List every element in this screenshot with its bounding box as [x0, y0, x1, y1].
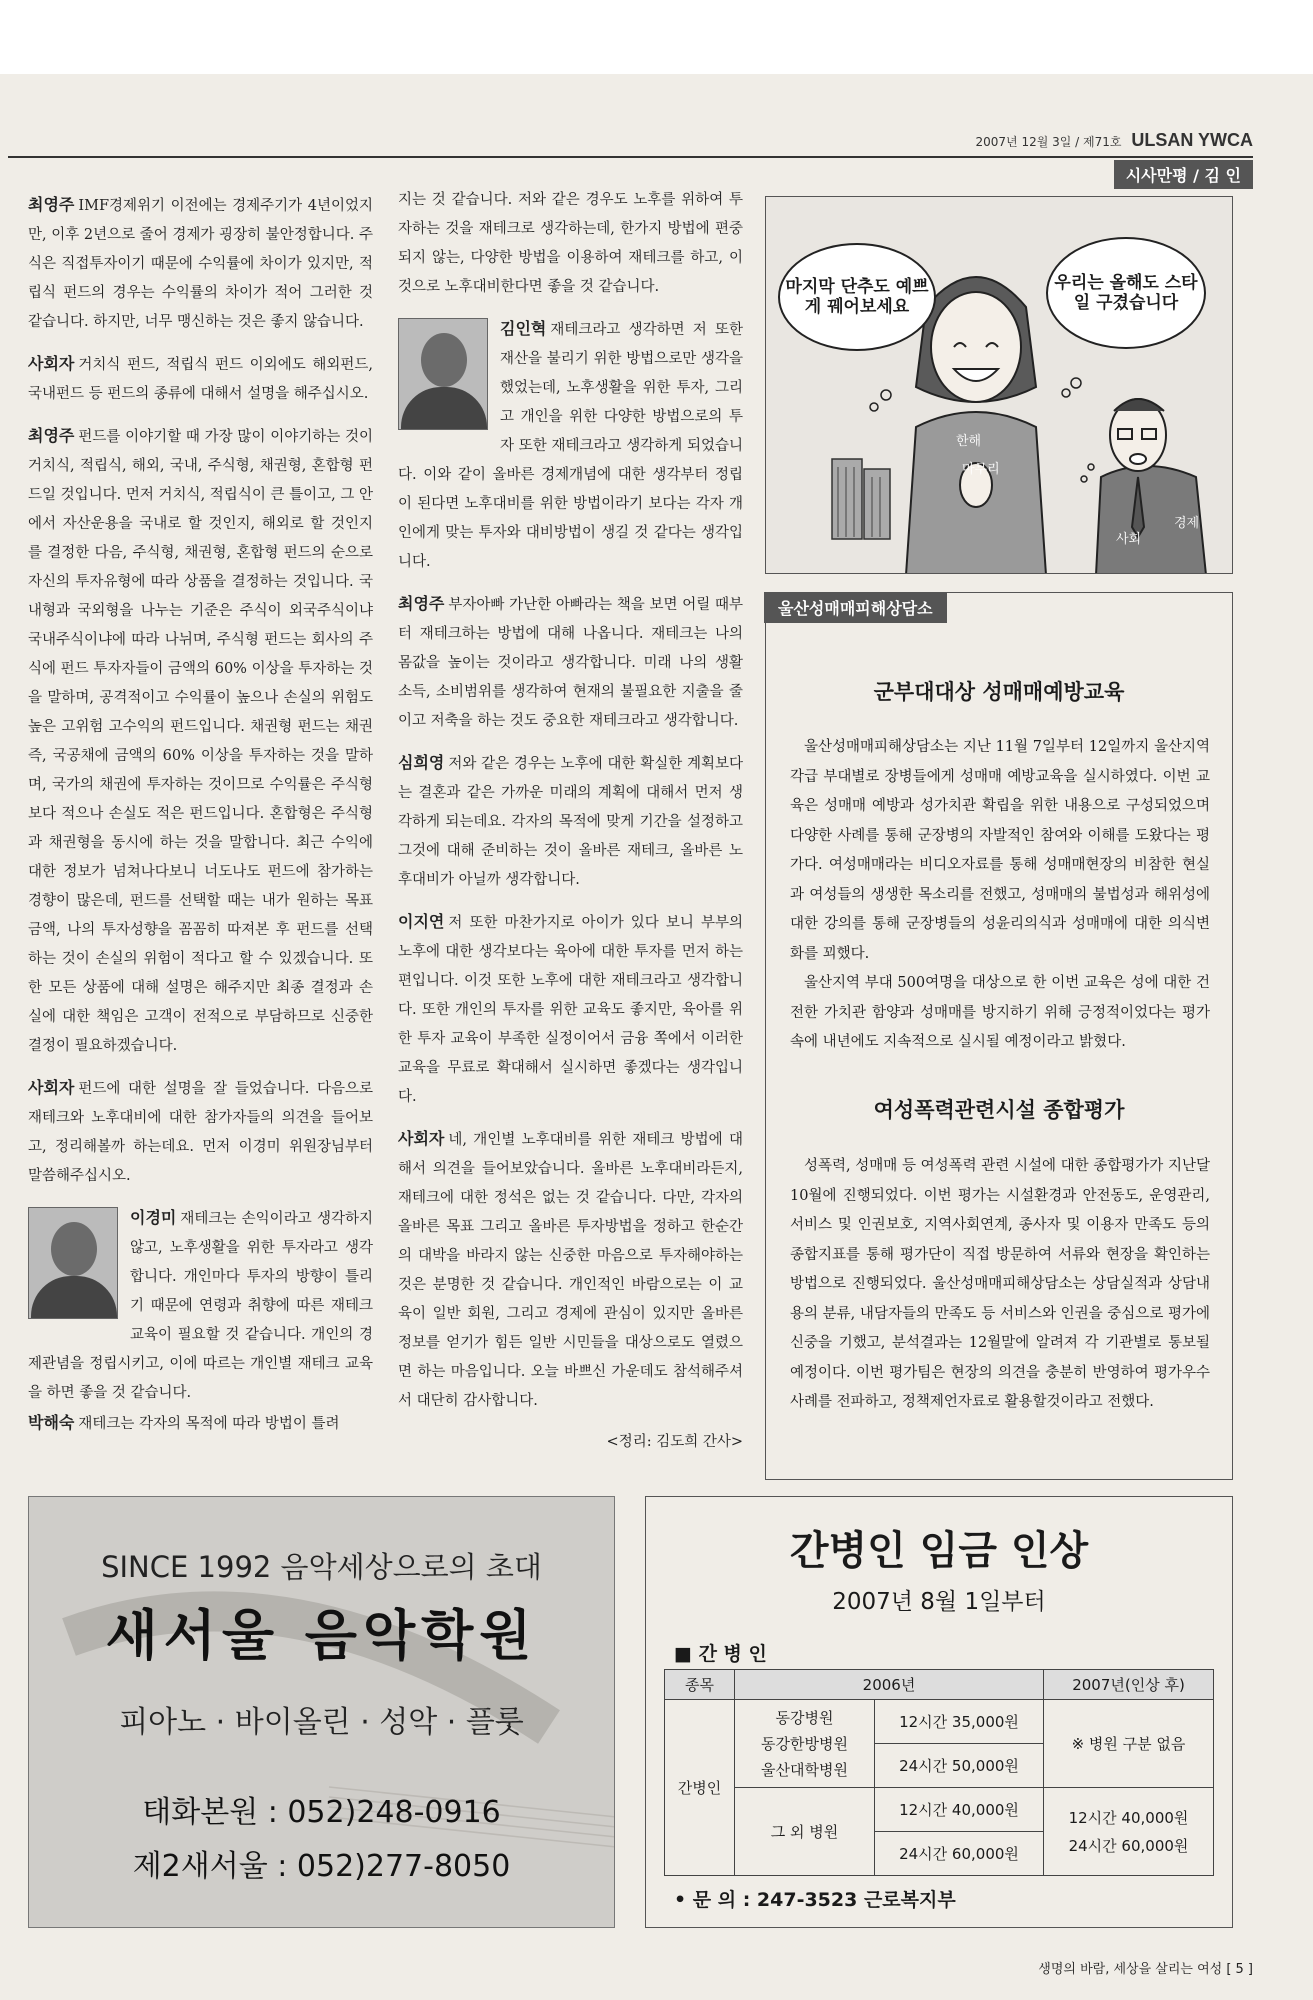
portrait-photo	[398, 318, 488, 430]
table-cell: 12시간 35,000원	[875, 1700, 1044, 1744]
paragraph	[28, 1203, 373, 1408]
speech: 저와 같은 경우는 노후에 대한 확실한 계획보다는 결혼과 같은 가까운 미래의 계획에 대해서 먼저 생각하게 되는데요. 각자의 목적에 맞게 기간을 설정하고 그것에 대해 준비하는 것이 올바른 재테크, 올바른 노후대비가 아닐까 생각합니다.	[398, 756, 743, 888]
editor-credit: <정리: 김도희 간사>	[606, 1434, 743, 1450]
paragraph	[28, 1408, 373, 1439]
speech: 거치식 펀드, 적립식 펀드 이외에도 해외펀드, 국내펀드 등 펀드의 종류에 대해서 설명을 해주십시오.	[28, 357, 373, 402]
article-paragraph: 울산성매매피해상담소는 지난 11월 7일부터 12일까지 울산지역 각급 부대별로 장병들에게 성매매 예방교육을 실시하였다. 이번 교육은 성매매 예방과 성가치관 확립을 위한 내용으로 구성되었으며 다양한 사례를 통해 군장병의 자발적인 참여와 이해를 도왔다는 평가다. 여성매매라는 비디오자료를 통해 성매매현장의 비참한 현실과 여성들의 생생한 목소리를 전했고, 성매매의 불법성과 해위성에 대한 강의를 통해 군장병들의 성윤리의식과 성매매에 대한 의식변화를 꾀했다.	[790, 739, 1210, 962]
speech: IMF경제위기 이전에는 경제주기가 4년이었지만, 이후 2년으로 줄어 경제가 굉장히 불안정합니다. 주식은 직접투자이기 때문에 수익률에 차이가 있지만, 적립식 펀드의 경우는 수익률의 차이가 적어 그러한 것 같습니다. 하지만, 너무 맹신하는 것은 좋지 않습니다.	[28, 198, 373, 330]
column-header: 2007년(인상 후)	[1044, 1670, 1214, 1700]
table-cell: 24시간 60,000원	[875, 1832, 1044, 1876]
cartoon-label-year: 한해	[956, 434, 982, 449]
section-tab: 울산성매매피해상담소	[764, 592, 947, 623]
inquiry-line: • 문 의 : 247-3523 근로복지부	[674, 1889, 956, 1911]
speech: 펀드를 이야기할 때 가장 많이 이야기하는 것이 거치식, 적립식, 해외, 국내, 주식형, 채권형, 혼합형 펀드일 것입니다. 먼저 거치식, 적립식이 큰 틀이고, 그 안에서 자산운용을 국내로 할 것인지, 해외로 할 것인지를 결정한 다음, 주식형, 채권형, 혼합형 펀드의 순으로 자신의 투자유형에 따라 상품을 결정하는 것입니다. 국내형과 국외형을 나누는 기준은 주식이 외국주식이냐 국내주식이냐에 따라 나뉘며, 주식형 펀드는 회사의 주식에 펀드 투자자들이 금액의 60% 이상을 투자하는 것을 말하며, 공격적이고 수익률이 높으나 손실의 위험도 높은 고위험 고수익의 펀드입니다. 채권형 펀드는 채권 즉, 국공채에 금액의 60% 이상을 투자하는 것을 말하며, 국가의 채권에 투자하는 것이므로 수익률은 주식형보다 적으나 손실도 적은 펀드입니다. 혼합형은 주식형과 채권형을 동시에 하는 것을 말합니다. 최근 수익에 대한 정보가 넘쳐나다보니 너도나도 펀드에 참가하는 경향이 많은데, 펀드를 선택할 때는 내가 원하는 목표금액, 나의 투자성향을 꼼꼼히 따져본 후 펀드를 선택하는 것이 손실의 위험이 적다고 할 수 있겠습니다. 또한 모든 상품에 대해 설명은 해주지만 최종 결정과 손실에 대한 책임은 고객이 전적으로 부담하므로 신중한 결정이 필요하겠습니다.	[28, 429, 373, 1054]
buildings-illustration	[832, 459, 890, 539]
speaker: 최영주	[28, 195, 75, 214]
music-academy-ad	[28, 1496, 615, 1928]
speech: 부자아빠 가난한 아빠라는 책을 보면 어릴 때부터 재테크하는 방법에 대해 나옵니다. 재테크는 나의 몸값을 높이는 것이라고 생각합니다. 미래 나의 생활 소득, 소비범위를 생각하여 현재의 불필요한 지출을 줄이고 저축을 하는 것도 중요한 재테크라고 생각합니다.	[398, 597, 743, 729]
brand-name: ULSAN YWCA	[1131, 130, 1253, 150]
column-header: 종목	[665, 1670, 735, 1700]
cartoon-label-society: 사회	[1116, 532, 1142, 547]
article-body	[790, 733, 1210, 1058]
speech: 재테크는 손익이라고 생각하지 않고, 노후생활을 위한 투자라고 생각합니다. 개인마다 투자의 방향이 틀리기 때문에 연령과 취향에 따른 재테크 교육이 필요할 것 같습니다. 개인의 경제관념을 정립시키고, 이에 따르는 개인별 재테크 교육을 하면 좋을 것 같습니다.	[28, 1211, 373, 1401]
speaker: 사회자	[28, 1078, 75, 1097]
caregiver-wage-ad	[645, 1496, 1233, 1928]
article-body	[790, 1152, 1210, 1418]
speech: 지는 것 같습니다. 저와 같은 경우도 노후를 위하여 투자하는 것을 재테크로 생각하는데, 한가지 방법에 편중되지 않는, 다양한 방법을 이용하여 재테크를 하고, 이것으로 노후대비한다면 좋을 것 같습니다.	[398, 192, 743, 295]
column-tag: 시사만평 / 김 인	[1114, 160, 1253, 189]
editorial-cartoon	[765, 196, 1233, 574]
cartoon-label-economy: 경제	[1174, 516, 1200, 531]
paragraph	[398, 186, 743, 302]
phone-main: 태화본원 : 052)248-0916	[142, 1795, 501, 1830]
article-paragraph: 울산지역 부대 500여명을 대상으로 한 이번 교육은 성에 대한 건전한 가치관 함양과 성매매를 방지하기 위해 긍정적이었다는 평가 속에 내년에도 지속적으로 실시될 예정이라고 밝혔다.	[790, 975, 1210, 1050]
speech: 저 또한 마찬가지로 아이가 있다 보니 부부의 노후에 대한 생각보다는 육아에 대한 투자를 먼저 하는 편입니다. 이것 또한 노후에 대한 재테크라고 생각합니다. 또한 개인의 투자를 위한 교육도 좋지만, 육아를 위한 투자 교육이 부족한 실정이어서 금융 쪽에서 이러한 교육을 무료로 확대해서 실시하면 좋겠다는 생각입니다.	[398, 915, 743, 1105]
ad-date: 2007년 8월 1일부터	[832, 1589, 1046, 1615]
speaker: 이경미	[130, 1208, 177, 1227]
speech: 재테크는 각자의 목적에 따라 방법이 틀려	[78, 1416, 340, 1432]
ad-subjects: 피아노 · 바이올린 · 성악 · 플룻	[119, 1705, 524, 1740]
portrait-photo	[28, 1207, 118, 1319]
article-title: 여성폭력관련시설 종합평가	[873, 1098, 1125, 1122]
cartoon-label-finish: 마무리	[962, 462, 1000, 477]
column-header: 2006년	[735, 1670, 1044, 1700]
article-title: 군부대대상 성매매예방교육	[873, 680, 1125, 704]
table-row	[665, 1700, 1214, 1744]
wage-table	[664, 1669, 1214, 1876]
table-cell: 그 외 병원	[735, 1788, 875, 1876]
interview-column-2	[398, 186, 743, 1469]
paragraph	[28, 421, 373, 1061]
speaker: 심희영	[398, 753, 445, 772]
paragraph	[28, 1073, 373, 1191]
issue-date: 2007년 12월 3일 / 제71호	[975, 135, 1122, 149]
table-cell: 간병인	[665, 1700, 735, 1876]
speaker: 박해숙	[28, 1413, 75, 1432]
paragraph	[28, 190, 373, 337]
paragraph	[398, 907, 743, 1112]
academy-name: 새서울 음악학원	[105, 1603, 538, 1667]
ad-tagline: SINCE 1992 음악세상으로의 초대	[101, 1550, 542, 1584]
table-cell: 12시간 40,000원	[875, 1788, 1044, 1832]
speech: 네, 개인별 노후대비를 위한 재테크 방법에 대해서 의견을 들어보았습니다. 올바른 노후대비라든지, 재테크에 대한 정석은 없는 것 같습니다. 다만, 각자의 올바른 목표 그리고 올바른 투자방법을 정하고 한순간의 대박을 바라지 않는 신중한 마음으로 투자해야하는 것은 분명한 것 같습니다. 개인적인 바람으로는 이 교육이 일반 회원, 그리고 경제에 관심이 있지만 올바른 정보를 얻기가 힘든 일반 시민들을 대상으로도 열렸으면 하는 마음입니다. 오늘 바쁘신 가운데도 참석해주셔서 대단히 감사합니다.	[398, 1132, 743, 1409]
table-cell: 24시간 50,000원	[875, 1744, 1044, 1788]
speech-bubble-left: 마지막 단추도 예쁘게 꿰어보세요	[778, 243, 936, 351]
speech-bubble-right: 우리는 올해도 스타일 구겼습니다	[1046, 237, 1206, 349]
table-cell: ※ 병원 구분 없음	[1044, 1700, 1214, 1788]
paragraph	[398, 589, 743, 736]
speaker: 이지연	[398, 912, 445, 931]
table-header-row	[665, 1670, 1214, 1700]
speaker: 사회자	[398, 1129, 445, 1148]
interview-column-1	[28, 190, 373, 1451]
page-header	[976, 130, 1253, 151]
table-cell: 동강병원 동강한방병원 울산대학병원	[735, 1700, 875, 1788]
speaker: 김인혁	[500, 319, 547, 338]
ad-section-label: ■ 간 병 인	[674, 1643, 767, 1665]
header-rule	[8, 156, 1253, 158]
speaker: 최영주	[398, 594, 445, 613]
table-cell: 12시간 40,000원 24시간 60,000원	[1044, 1788, 1214, 1876]
table-row	[665, 1788, 1214, 1832]
article-paragraph: 성폭력, 성매매 등 여성폭력 관련 시설에 대한 종합평가가 지난달 10월에 진행되었다. 이번 평가는 시설환경과 안전동도, 운영관리, 서비스 및 인권보호, 지역사회연계, 종사자 및 이용자 만족도 등의 종합지표를 통해 평가단이 직접 방문하여 서류와 현장을 확인하는 방법으로 진행되었다. 울산성매매피해상담소는 상담실적과 상담내용의 분류, 내담자들의 만족도 등 서비스와 인권을 중심으로 평가에 신중을 기했고, 분석결과는 12월말에 알려져 각 기관별로 통보될 예정이다. 이번 평가팀은 현장의 의견을 충분히 반영하여 평가우수사례를 전파하고, 정책제언자료로 활용할것이라고 전했다.	[790, 1158, 1210, 1410]
speaker: 최영주	[28, 426, 75, 445]
speech: 재테크라고 생각하면 저 또한 재산을 불리기 위한 방법으로만 생각을 했었는데, 노후생활을 위한 투자, 그리고 개인을 위한 다양한 방법으로의 투자 또한 재테크라고 생각하게 되었습니다. 이와 같이 올바른 경제개념에 대한 생각부터 정립이 된다면 노후대비를 위한 방법이라기 보다는 각자 개인에게 맞는 투자와 대비방법이 생길 것 같다는 생각입니다.	[398, 322, 743, 570]
page-footer: 생명의 바람, 세상을 살리는 여성 [ 5 ]	[1038, 1962, 1253, 1977]
paragraph	[28, 349, 373, 409]
phone-branch: 제2새서울 : 052)277-8050	[132, 1849, 511, 1884]
speech: 펀드에 대한 설명을 잘 들었습니다. 다음으로 재테크와 노후대비에 대한 참가자들의 의견을 들어보고, 정리해볼까 하는데요. 먼저 이경미 위원장님부터 말씀해주십시오.	[28, 1081, 373, 1184]
paragraph	[398, 314, 743, 577]
paragraph	[398, 1124, 743, 1416]
speaker: 사회자	[28, 354, 75, 373]
ad-title: 간병인 임금 인상	[789, 1528, 1089, 1574]
paragraph	[398, 748, 743, 895]
